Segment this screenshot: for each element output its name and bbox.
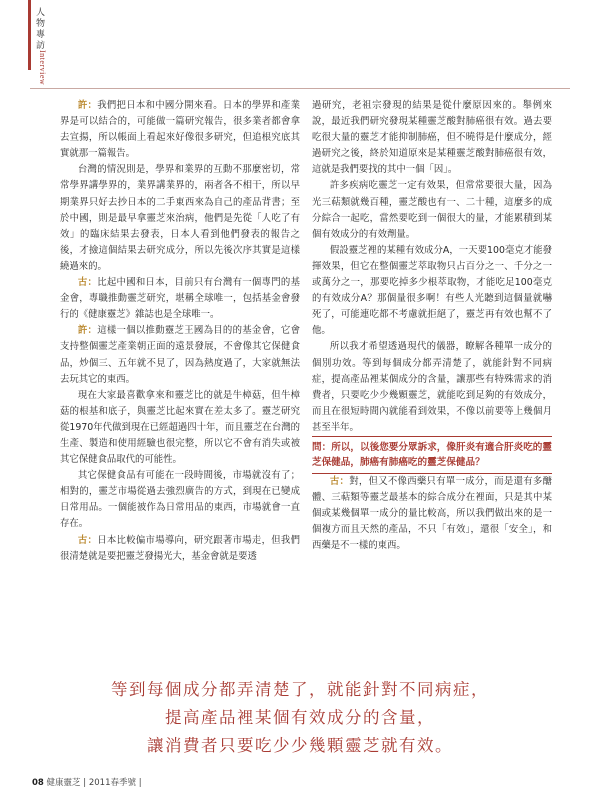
paragraph [312,474,552,554]
pull-quote [40,676,560,760]
paragraph-text: 對，但又不像西藥只有單一成分，而是還有多醣體、三萜類等靈芝最基本的綜合成分在裡面，只是其中某個或某幾個單一成分的量比較高，所以我們做出來的是一個複方而且天然的產品，不只「有效」，還很「安全」，和西藥是不一樣的東西。 [312,475,552,552]
paragraph-text: 日本比較偏市場導向，研究跟著市場走，但我們很清楚就是要把靈芝發揚光大，基金會就是要透 [60,534,300,562]
speaker-label: 古： [77,277,98,289]
paragraph [60,275,300,323]
paragraph [312,178,552,242]
paragraph-text: 比起中國和日本，目前只有台灣有一個專門的基金會，專職推動靈芝研究，堪稱全球唯一，包括基金會發行的《健康靈芝》雜誌也是全球唯一。 [60,277,300,321]
left-text-column [60,98,300,565]
paragraph-text: 假設靈芝裡的某種有效成分A，一天要100毫克才能發揮效果，但它在整個靈芝萃取物只占百分之一、千分之一或萬分之一，那要吃掉多少根萃取物，才能吃足100毫克的有效成分A？那個量很多啊！有些人光聽到這個量就嚇死了，可能連吃都不考慮就拒絕了，靈芝再有效也幫不了他。 [312,244,552,337]
paragraph [312,243,552,340]
pull-quote-line: 等到每個成分都弄清楚了，就能針對不同病症， [111,680,489,699]
speaker-label: 古： [329,475,350,487]
right-column-top [312,98,552,436]
magazine-name: 健康靈芝 [46,778,81,788]
issue-label: 2011春季號 [88,778,136,788]
section-accent-bar [28,0,31,70]
paragraph-text: 這樣一個以推動靈芝王國為目的的基金會，它會支持整個靈芝產業朝正面的遠景發展，不會像其它保健食品，炒個三、五年就不見了，因為熱度過了，大家就無法去玩其它的東西。 [60,325,300,385]
paragraph-text: 台灣的情況則是，學界和業界的互動不那麼密切，常常學界講學界的，業界講業界的，兩者各不相干，所以早期業界只好去抄日本的二手東西來為自己的產品背書；至於中國，則是最早拿靈芝來治病，他們是先從「人吃了有效」的臨床結果去發表，日本人看到他們發表的報告之後，才撿這個結果去研究成分，所以先後次序其實是這樣繞過來的。 [60,164,300,272]
pull-quote-line: 提高產品裡某個有效成分的含量， [165,708,435,727]
header-divider [30,88,570,89]
right-column-bottom [312,474,552,554]
paragraph-text: 我們把日本和中國分開來看。日本的學界和產業界是可以結合的，可能做一篇研究報告，很多業者都會拿去宣揚，所以帳面上看起來好像很多研究，但追根究底其實就那一篇報告。 [60,100,300,160]
paragraph [60,533,300,565]
right-text-column [312,98,552,554]
paragraph-text: 其它保健食品有可能在一段時間後，市場就沒有了；相對的，靈芝市場從過去強烈廣告的方式，到現在已變成日常用品。一個能被作為日常用品的東西，市場就會一直存在。 [60,470,300,530]
paragraph [60,98,300,162]
footer-separator: | [138,778,142,788]
interview-question: 問：所以，以後您要分眾訴求，像肝炎有適合肝炎吃的靈芝保健品，肺癌有肺癌吃的靈芝保健品？ [312,436,552,474]
paragraph [60,388,300,468]
paragraph-text: 過研究，老祖宗發現的結果是從什麼原因來的。舉例來說，最近我們研究發現某種靈芝酸對肺癌很有效。過去要吃很大量的靈芝才能抑制肺癌，但不曉得是什麼成分，經過研究之後，終於知道原來是某種靈芝酸對肺癌很有效，這就是我們要找的其中一個「因」。 [312,100,552,176]
paragraph [312,339,552,436]
pull-quote-line: 讓消費者只要吃少少幾顆靈芝就有效。 [147,736,453,755]
page-number: 08 [32,778,44,788]
speaker-label: 許： [77,325,98,337]
section-label: 人物專訪 [36,8,46,51]
paragraph-text: 所以我才希望透過現代的儀器，瞭解各種單一成分的個別功效。等到每個成分都弄清楚了，就能針對不同病症，提高產品裡某個成分的含量，讓那些有特殊需求的消費者，只要吃少少幾顆靈芝，就能吃到足夠的有效成分，而且在很短時間內就能看到效果，不像以前要等上幾個月甚至半年。 [312,341,552,433]
paragraph-text: 許多疾病吃靈芝一定有效果，但常常要很大量，因為光三萜類就幾百種，靈芝酸也有一、二十種，這麼多的成分綜合一起吃，當然要吃到一個很大的量，才能累積到某個有效成分的有效劑量。 [312,180,552,240]
paragraph-text: 現在大家最喜歡拿來和靈芝比的就是牛樟菇，但牛樟菇的根基和底子，與靈芝比起來實在差太多了。靈芝研究從1970年代做到現在已經超過四十年，而且靈芝在台灣的生產、製造和使用經驗也很完整，所以它不會有消失或被其它保健食品取代的可能性。 [60,389,300,466]
footer-separator: | [83,778,87,788]
speaker-label: 許： [77,100,98,111]
paragraph [312,98,552,178]
paragraph [60,468,300,532]
paragraph [60,162,300,275]
speaker-label: 古： [77,534,98,546]
paragraph [60,323,300,387]
section-label-english: Interview [38,50,47,86]
page-footer [32,776,142,788]
